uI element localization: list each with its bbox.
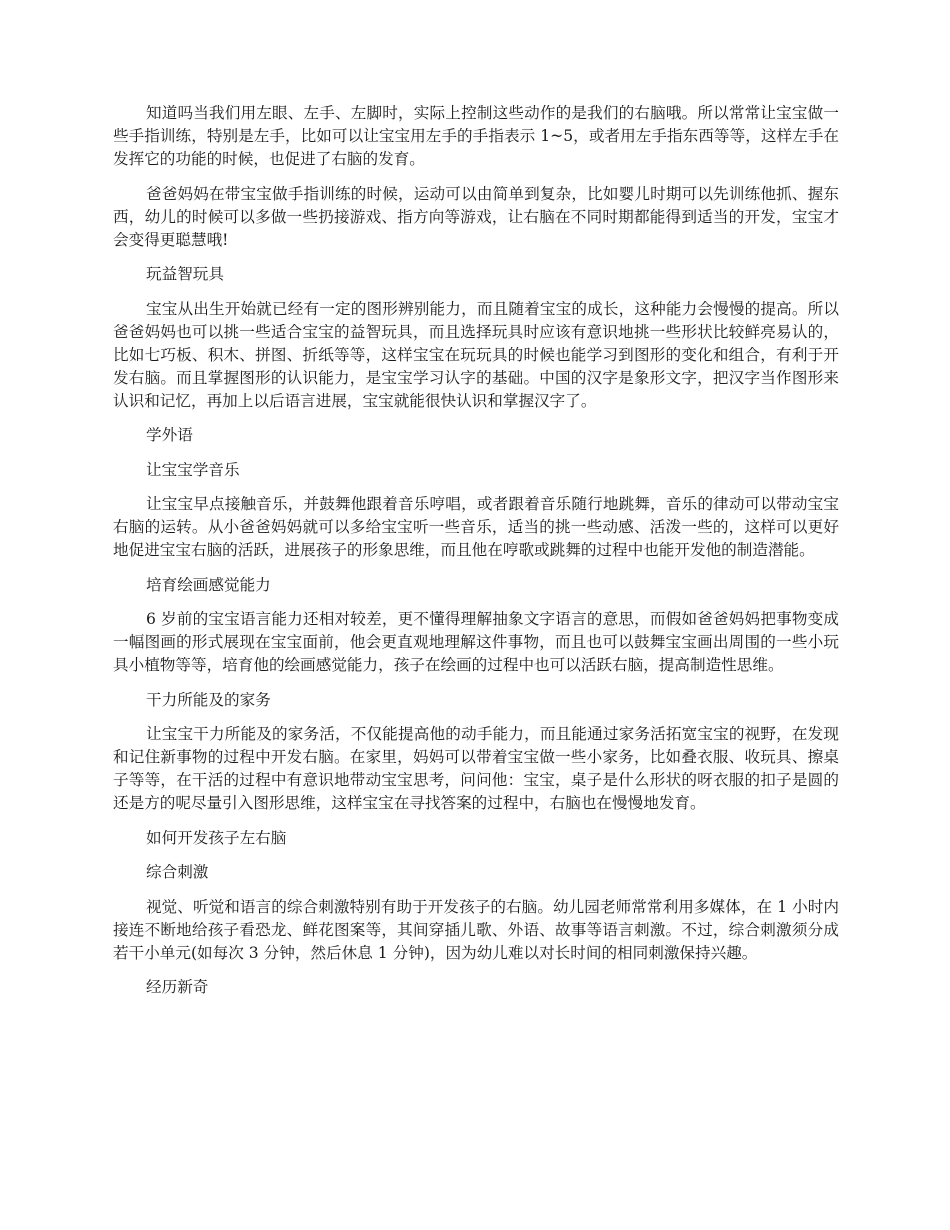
paragraph-finger-training-steps: 爸爸妈妈在带宝宝做手指训练的时候，运动可以由简单到复杂，比如婴儿时期可以先训练他抓、握东西，幼儿的时候可以多做一些扔接游戏、指方向等游戏，让右脑在不同时期都能得到适当的开发，宝宝才会变得更聪慧哦! [113,184,839,249]
paragraph-educational-toys: 宝宝从出生开始就已经有一定的图形辨别能力，而且随着宝宝的成长，这种能力会慢慢的提高。所以爸爸妈妈也可以挑一些适合宝宝的益智玩具，而且选择玩具时应该有意识地挑一些形状比较鲜亮易认的，比如七巧板、积木、拼图、折纸等等，这样宝宝在玩玩具的时候也能学习到图形的变化和组合，有利于开发右脑。而且掌握图形的认识能力，是宝宝学习认字的基础。中国的汉字是象形文字，把汉字当作图形来认识和记忆，再加上以后语言进展，宝宝就能很快认识和掌握汉字了。 [113,299,839,410]
heading-music: 让宝宝学音乐 [146,460,240,479]
paragraph-left-hand-training: 知道吗当我们用左眼、左手、左脚时，实际上控制这些动作的是我们的右脑哦。所以常常让宝宝做一些手指训练，特别是左手，比如可以让宝宝用左手的手指表示 1~5，或者用左手指东西等等，这样左手在发挥它的功能的时候，也促进了右脑的发育。 [113,104,839,168]
heading-left-right-brain: 如何开发孩子左右脑 [146,828,287,847]
heading-novel-experience: 经历新奇 [146,978,209,996]
paragraph-housework: 让宝宝干力所能及的家务活，不仅能提高他的动手能力，而且能通过家务活拓宽宝宝的视野，在发现和记住新事物的过程中开发右脑。在家里，妈妈可以带着宝宝做一些小家务，比如叠衣服、收玩具、擦桌子等等，在干活的过程中有意识地带动宝宝思考，问问他：宝宝，桌子是什么形状的呀衣服的扣子是圆的还是方的呢尽量引入图形思维，这样宝宝在寻找答案的过程中，右脑也在慢慢地发育。 [113,725,839,812]
paragraph-combined-stimulation: 视觉、听觉和语言的综合刺激特别有助于开发孩子的右脑。幼儿园老师常常利用多媒体，在 1 小时内接连不断地给孩子看恐龙、鲜花图案等，其间穿插儿歌、外语、故事等语言刺激。不过，综合刺激须分成若干小单元(如每次 3 分钟，然后休息 1 分钟)，因为幼儿难以对长时间的相同刺激保持兴趣。 [113,897,839,962]
paragraph-drawing: 6 岁前的宝宝语言能力还相对较差，更不懂得理解抽象文字语言的意思，而假如爸爸妈妈把事物变成一幅图画的形式展现在宝宝面前，他会更直观地理解这件事物，而且也可以鼓舞宝宝画出周围的一些小玩具小植物等等，培育他的绘画感觉能力，孩子在绘画的过程中也可以活跃右脑，提高制造性思维。 [113,610,839,674]
document-page [113,102,839,1011]
paragraph-music: 让宝宝早点接触音乐，并鼓舞他跟着音乐哼唱，或者跟着音乐随行地跳舞，音乐的律动可以带动宝宝右脑的运转。从小爸爸妈妈就可以多给宝宝听一些音乐，适当的挑一些动感、活泼一些的，这样可以更好地促进宝宝右脑的活跃，进展孩子的形象思维，而且他在哼歌或跳舞的过程中也能开发他的制造潜能。 [113,495,839,559]
heading-combined-stimulation: 综合刺激 [146,863,209,881]
heading-housework: 干力所能及的家务 [146,690,271,709]
heading-foreign-language: 学外语 [146,426,193,444]
heading-drawing: 培育绘画感觉能力 [146,575,271,594]
heading-educational-toys: 玩益智玩具 [146,265,224,283]
